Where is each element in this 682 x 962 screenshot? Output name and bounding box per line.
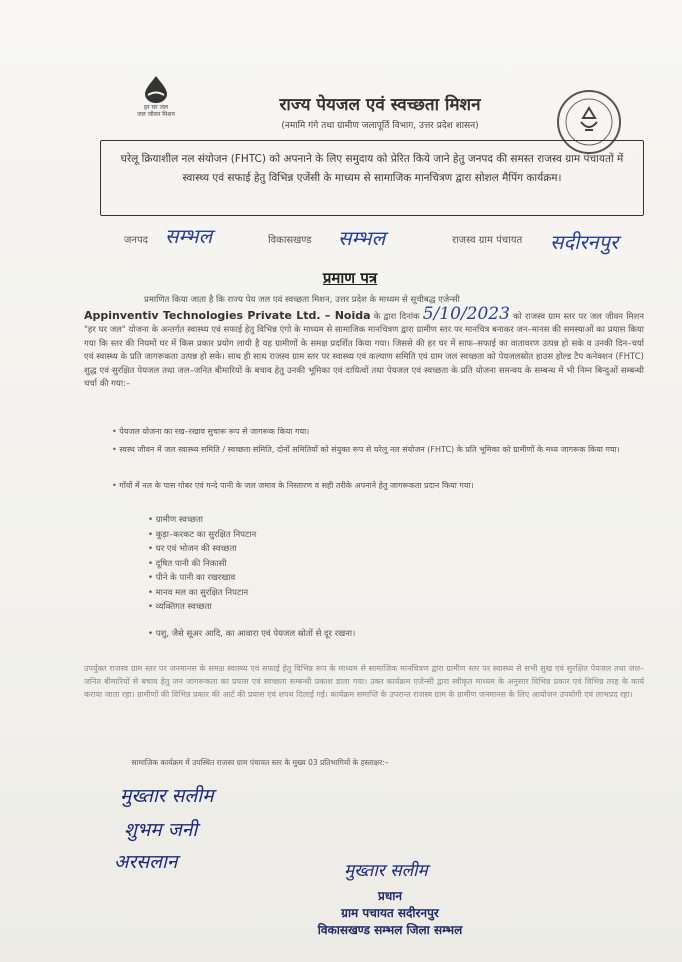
- body-intro: प्रमाणित किया जाता है कि राज्य पेय जल एवं स्वच्छता मिशन, उत्तर प्रदेश के माध्यम से सूचीबद्ध एजेन्सी: [144, 295, 460, 305]
- animal-point-text: पशु, जैसे सूअर आदि, का आवारा एवं पेयजल स्रोतों से दूर रखना।: [155, 629, 356, 639]
- jal-jeevan-logo: [132, 74, 180, 126]
- bullet-3: • गाँवों में नल के पास गोबर एवं गन्दे पानी के जल जमाव के निस्तारण व सही तरीके अपनाने हेतु जागरूकता प्रदान किया गया।: [112, 481, 474, 490]
- bullet-3-text: गाँवों में नल के पास गोबर एवं गन्दे पानी के जल जमाव के निस्तारण व सही तरीके अपनाने हेतु जागरूकता प्रदान किया गया।: [119, 481, 474, 490]
- participant-signature-3: अरसलान: [114, 851, 178, 873]
- pradhan-role: प्रधान: [378, 889, 402, 903]
- program-headline: घरेलू क्रियाशील नल संयोजन (FHTC) को अपनाने के लिए समुदाय को प्रेरित किये जाने हेतु जनपद की समस्त राजस्व ग्राम पंचायतों में स्वास्थ्य एवं सफाई हेतु विभिन्न एजेंसी के माध्यम से सामाजिक मानचित्रण द्वारा सोशल मैपिंग कार्यक्रम।: [120, 153, 624, 184]
- district-label: जनपद: [124, 235, 148, 246]
- water-drop-icon: [139, 74, 173, 104]
- block-value: सम्भल: [338, 226, 386, 250]
- logo-text-1: हर घर जल: [144, 104, 168, 111]
- logo-text-2: जल जीवन मिशन: [137, 111, 175, 118]
- bullet-2: • स्वस्थ जीवन में जल स्वास्थ्य समिति / स्वच्छता समिति, दोनों समितियों को संयुक्त रूप से घरेलू नल संयोजन (FHTC) के प्रति भूमिका को ग्रामीणों के मध्य जागरूक किया गया।: [112, 445, 620, 454]
- village-label: राजस्व ग्राम पंचायत: [452, 235, 523, 246]
- list-item: • कूड़ा–करकट का सुरक्षित निपटान: [148, 528, 256, 543]
- district-value: सम्भल: [165, 224, 213, 248]
- bullet-1-text: पेयजल योजना का रख–रखाव सुचारू रूप से जागरूक किया गया।: [119, 427, 310, 436]
- attendance-line: सामाजिक कार्यक्रम में उपस्थित राजस्व ग्राम पंचायत स्तर के मुख्य 03 प्रतिभागियों के हस्ताक्षर:–: [131, 758, 389, 767]
- pradhan-block: [310, 888, 470, 939]
- certificate-title: प्रमाण पत्र: [322, 269, 378, 287]
- body-rest: को राजस्व ग्राम स्तर पर जल जीवन मिशन "हर घर जल" योजना के अन्तर्गत स्वास्थ्य एवं सफाई हेतु विभिन्न एंगो के माध्यम से सामाजिक मानचित्रण द्वारा ग्रामीण स्तर पर मानचित्र बनाकर जन–मानस की समस्याओं का प्रयास किया गया कि स्तर की नियमों घर में किस प्रकार प्रयोग लायी है यह ग्रामीणों के समक्ष प्रदर्शित किया गया। जिससे की हर घर में साफ–सफाई का वातावरण उत्पन्न हो सके व उनकी दिन–चर्या एवं स्वास्थ्य के प्रति जागरूकता उत्पन्न हो सके। साथ ही साथ राजस्व ग्राम स्तर पर स्वास्थ्य एवं कल्याण समिति एवं ग्राम जल स्वच्छता को पेयजलस्रोत हाउस होल्ड टैप कनेक्शन (FHTC) शुद्ध एवं सुरक्षित पेयजल तथा जल–जनित बीमारियों के बचाव हेतु उनकी भूमिका एवं दायित्वों तथा पेयजल एवं स्वच्छता के प्रति योजना समन्वय के सम्बन्ध में भी निम्न बिन्दुओं सम्बन्धी चर्चा की गया:–: [84, 311, 644, 389]
- closing-paragraph: उपर्युक्त राजस्व ग्राम स्तर पर जनमानस के समक्ष स्वास्थ्य एवं सफाई हेतु विभिन्न रूप के माध्यम से सामाजिक मानचित्रण द्वारा ग्रामीण स्तर पर स्वास्थ्य से सभी सुख एवं सुरक्षित पेयजल तथा जल–जनित बीमारियों से बचाव हेतु जन जागरूकता का प्रयास एवं स्वच्छता सम्बन्धी प्रकाश डाला गया। उक्त कार्यक्रम एजेन्सी द्वारा स्वीकृत माध्यम के अनुसार विभिन्न प्रकार एवं विभिन्न तरह के कार्य कराया जाता रहा। ग्रामीणों की विभिन्न प्रकार की आर्ट की प्रयास एवं शपथ दिलाई गई। कार्यक्रम समाप्ति के उपरान्त राजस्व ग्राम के ग्रामीण जनमानस के लिए आयोजन उपयोगी एवं लाभप्रद रहा।: [84, 664, 644, 699]
- animal-point: • पशु, जैसे सूअर आदि, का आवारा एवं पेयजल स्रोतों से दूर रखना।: [148, 629, 356, 639]
- company-name: Appinventiv Technologies Private Ltd. – Noida: [84, 308, 371, 322]
- body-paragraph: [84, 294, 644, 392]
- date-prefix: के द्वारा दिनांक: [373, 311, 420, 322]
- village-value: सदीरनपुर: [550, 230, 619, 254]
- participant-signature-1: मुख्तार सलीम: [120, 785, 214, 807]
- participant-signature-2: शुभम जनी: [124, 819, 198, 841]
- list-item: • दूषित पानी की निकासी: [148, 557, 256, 572]
- list-item: • मानव मल का सुरक्षित निपटान: [148, 586, 256, 601]
- bullet-2-text: स्वस्थ जीवन में जल स्वास्थ्य समिति / स्वच्छता समिति, दोनों समितियों को संयुक्त रूप से घरेलू नल संयोजन (FHTC) के प्रति भूमिका को ग्रामीणों के मध्य जागरूक किया गया।: [119, 445, 620, 454]
- date-value: 5/10/2023: [422, 303, 510, 324]
- list-item: • ग्रामीण स्वच्छता: [148, 513, 256, 528]
- list-item: • पीने के पानी का रखरखाव: [148, 571, 256, 586]
- topic-list: [148, 513, 256, 615]
- mission-subtitle: (नमामि गंगे तथा ग्रामीण जलापूर्ति विभाग, उत्तर प्रदेश शासन): [281, 121, 479, 131]
- pradhan-signature: मुख्तार सलीम: [344, 861, 428, 881]
- mission-title: राज्य पेयजल एवं स्वच्छता मिशन: [279, 95, 481, 115]
- list-item: • घर एवं भोजन की स्वच्छता: [148, 542, 256, 557]
- block-label: विकासखण्ड: [268, 235, 312, 246]
- bullet-1: • पेयजल योजना का रख–रखाव सुचारू रूप से जागरूक किया गया।: [112, 427, 310, 436]
- list-item: • व्यक्तिगत स्वच्छता: [148, 600, 256, 615]
- pradhan-block-district: विकासखण्ड सम्भल जिला सम्भल: [317, 923, 463, 937]
- pradhan-panchayat: ग्राम पचायत सदीरनपुर: [341, 906, 439, 920]
